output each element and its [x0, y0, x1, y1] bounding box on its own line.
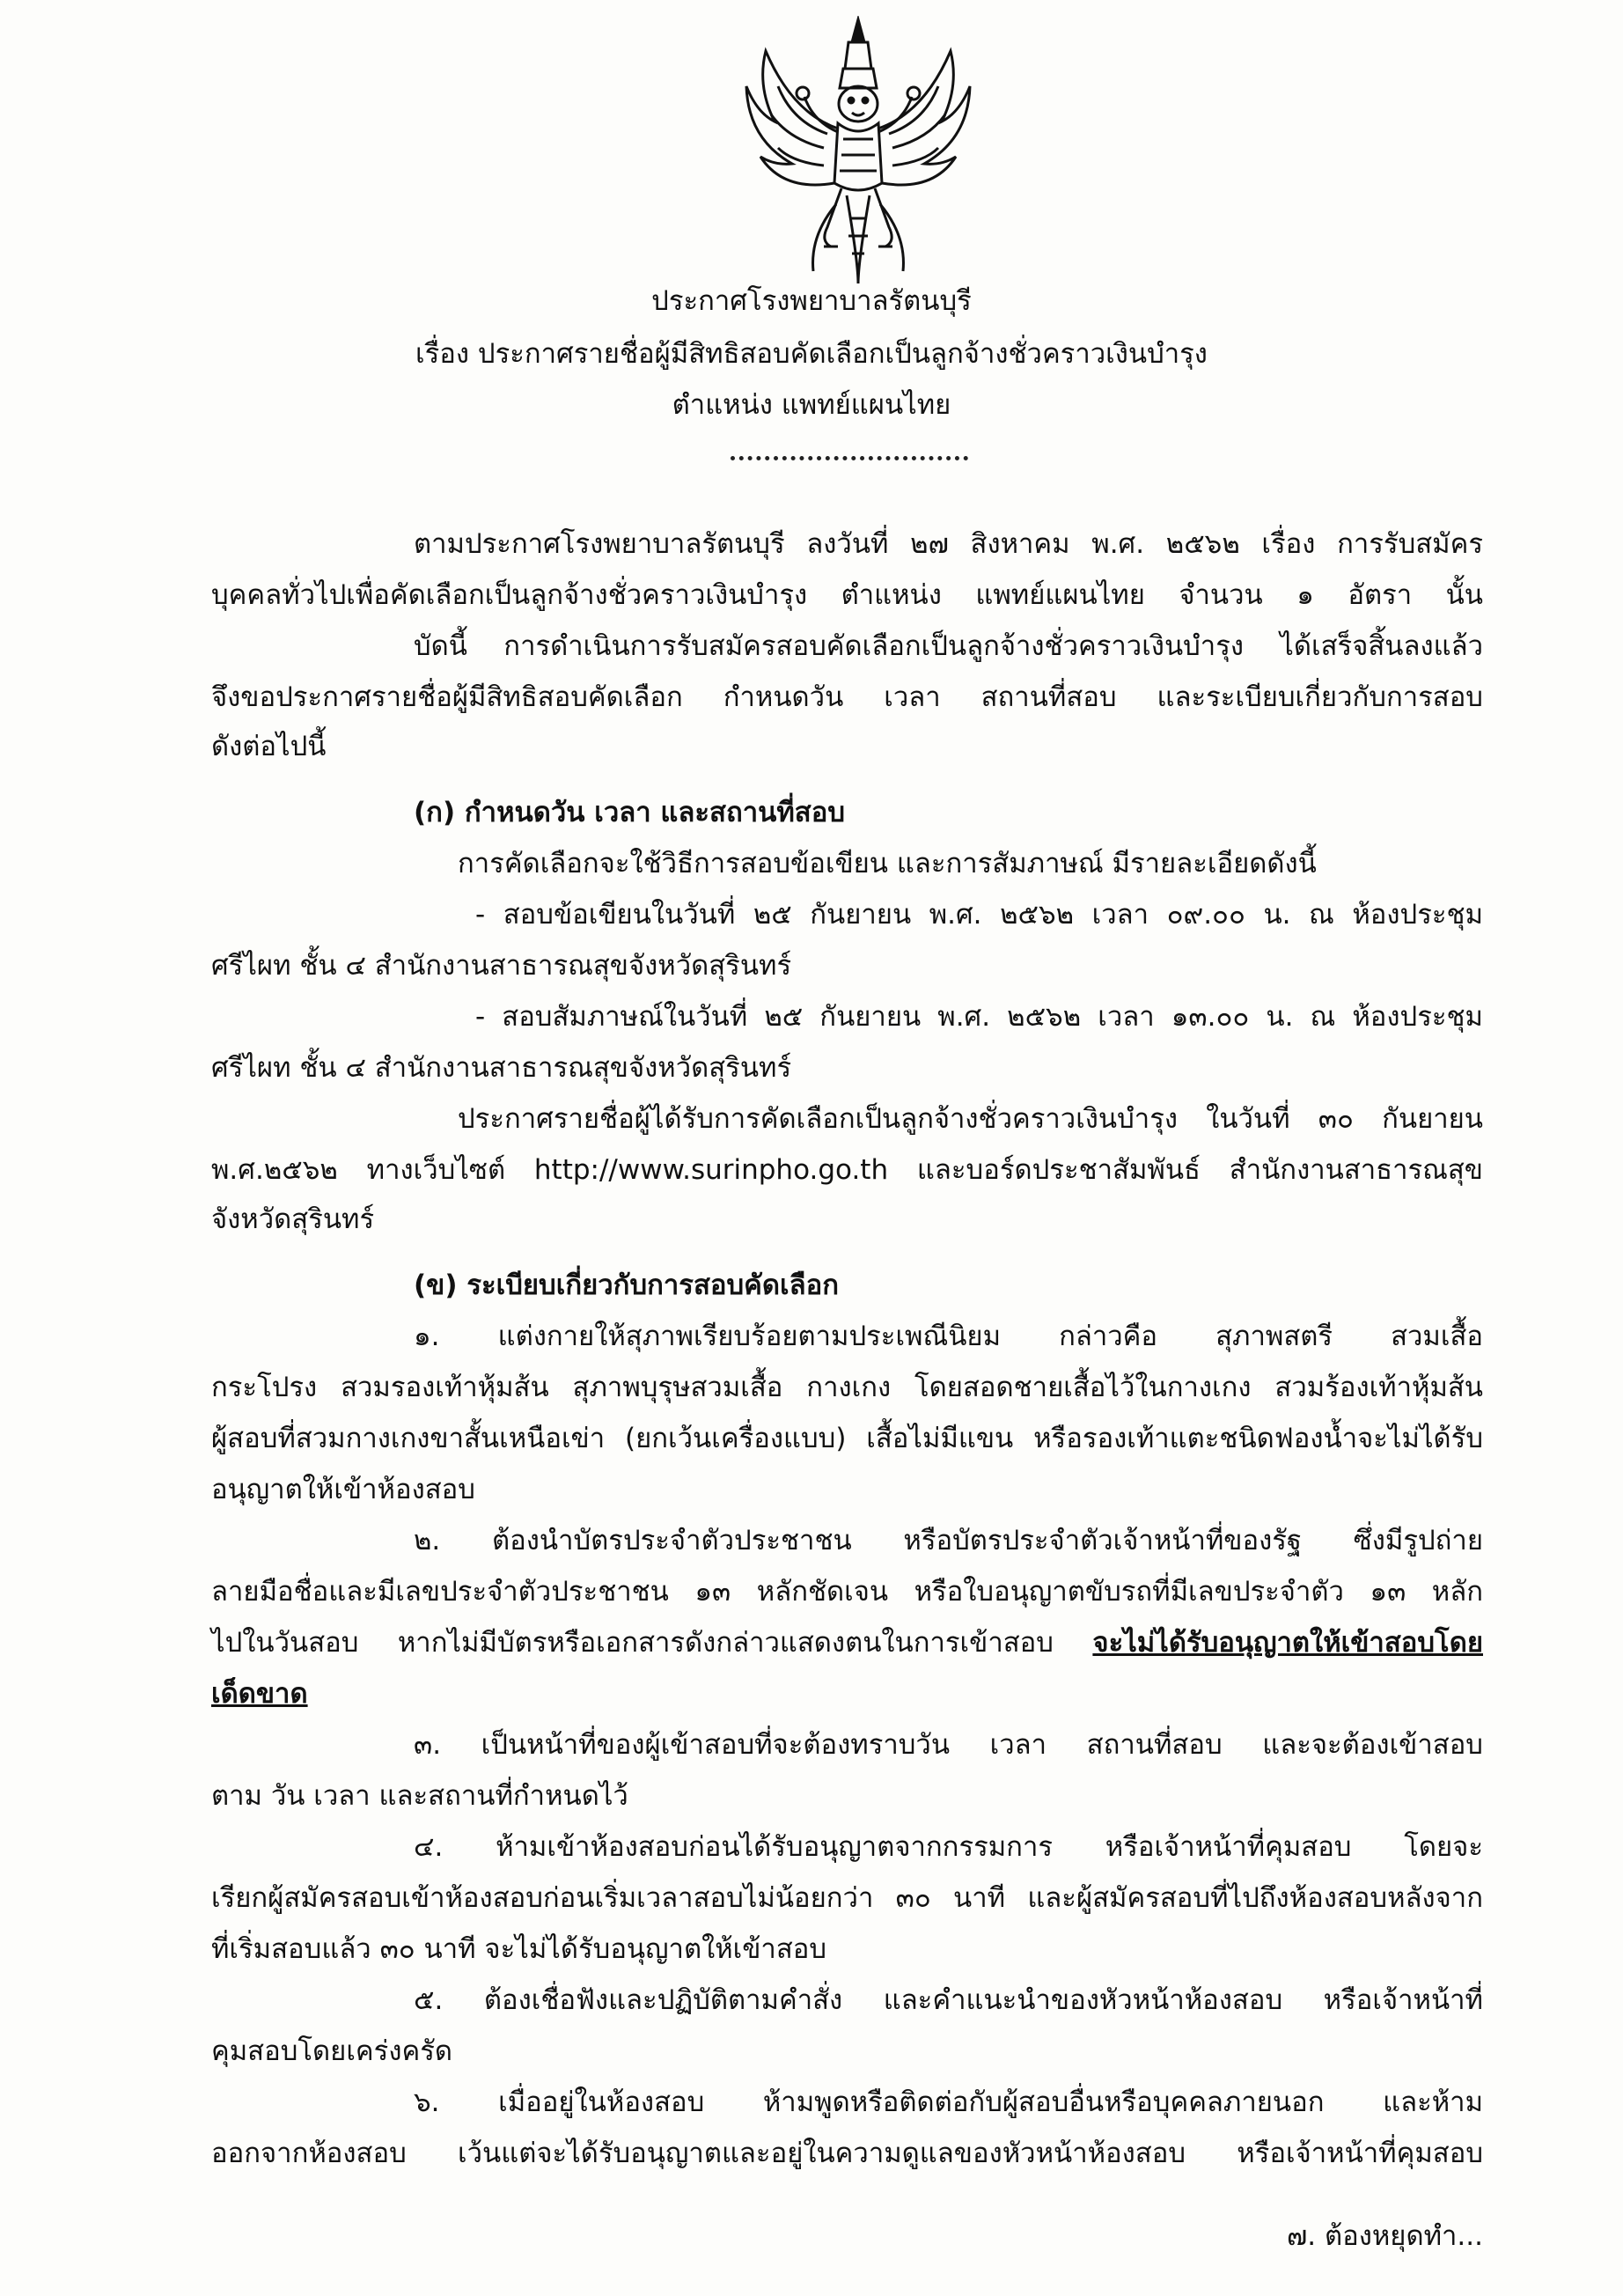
section-a-line: การคัดเลือกจะใช้วิธีการสอบข้อเขียน และการสัมภาษณ์ มีรายละเอียดดังนี้ — [458, 848, 1317, 879]
dotted-divider — [731, 451, 968, 460]
intro-line: ตามประกาศโรงพยาบาลรัตนบุรี ลงวันที่ ๒๗ สิงหาคม พ.ศ. ๒๕๖๒ เรื่อง การรับสมัคร — [414, 528, 1483, 560]
section-a-line: ศรีไผท ชั้น ๔ สำนักงานสาธารณสุขจังหวัดสุรินทร์ — [211, 1052, 792, 1084]
rule-1-line: อนุญาตให้เข้าห้องสอบ — [211, 1474, 475, 1505]
garuda-emblem-icon — [739, 16, 977, 291]
rule-2-text: ไปในวันสอบ หากไม่มีบัตรหรือเอกสารดังกล่าวแสดงตนในการเข้าสอบ — [211, 1627, 1093, 1659]
section-a-line: จังหวัดสุรินทร์ — [211, 1203, 375, 1235]
intro-line: ดังต่อไปนี้ — [211, 731, 327, 762]
rule-5-line: คุมสอบโดยเคร่งครัด — [211, 2035, 452, 2067]
rule-4-line: ที่เริ่มสอบแล้ว ๓๐ นาที จะไม่ได้รับอนุญาตให้เข้าสอบ — [211, 1933, 827, 1965]
rule-1-line: ผู้สอบที่สวมกางเกงขาสั้นเหนือเข่า (ยกเว้นเครื่องแบบ) เสื้อไม่มีแขน หรือรองเท้าแตะชนิดฟองน้ำจะไม่ได้รับ — [211, 1423, 1483, 1454]
rule-2-emphasis: จะไม่ได้รับอนุญาตให้เข้าสอบโดย — [1092, 1627, 1483, 1659]
section-a-line: ประกาศรายชื่อผู้ได้รับการคัดเลือกเป็นลูกจ้างชั่วคราวเงินบำรุง ในวันที่ ๓๐ กันยายน — [458, 1103, 1483, 1135]
rule-1-line: ๑. แต่งกายให้สุภาพเรียบร้อยตามประเพณีนิยม กล่าวคือ สุภาพสตรี สวมเสื้อ — [414, 1321, 1483, 1352]
rule-3-line: ๓. เป็นหน้าที่ของผู้เข้าสอบที่จะต้องทราบวัน เวลา สถานที่สอบ และจะต้องเข้าสอบ — [414, 1729, 1483, 1761]
rule-6-line: ออกจากห้องสอบ เว้นแต่จะได้รับอนุญาตและอยู่ในความดูแลของหัวหน้าห้องสอบ หรือเจ้าหน้าที่คุมสอบ — [211, 2138, 1483, 2169]
rule-2-line — [211, 1625, 1483, 1660]
rule-5-line: ๕. ต้องเชื่อฟังและปฏิบัติตามคำสั่ง และคำแนะนำของหัวหน้าห้องสอบ หรือเจ้าหน้าที่ — [414, 1984, 1483, 2016]
section-a-line: พ.ศ.๒๕๖๒ ทางเว็บไซต์ http://www.surinpho.go.th และบอร์ดประชาสัมพันธ์ สำนักงานสาธารณสุข — [211, 1154, 1483, 1186]
rule-2-line: ลายมือชื่อและมีเลขประจำตัวประชาชน ๑๓ หลักชัดเจน หรือใบอนุญาตขับรถที่มีเลขประจำตัว ๑๓ หลัก — [211, 1576, 1483, 1608]
document-position: ตำแหน่ง แพทย์แผนไทย — [672, 389, 951, 421]
rule-2-line: ๒. ต้องนำบัตรประจำตัวประชาชน หรือบัตรประจำตัวเจ้าหน้าที่ของรัฐ ซึ่งมีรูปถ่าย — [414, 1525, 1483, 1556]
intro-line: จึงขอประกาศรายชื่อผู้มีสิทธิสอบคัดเลือก กำหนดวัน เวลา สถานที่สอบ และระเบียบเกี่ยวกับการสอบ — [211, 681, 1483, 713]
rule-2-emphasis-end: เด็ดขาด — [211, 1678, 308, 1710]
section-a-line: ศรีไผท ชั้น ๔ สำนักงานสาธารณสุขจังหวัดสุรินทร์ — [211, 950, 792, 982]
section-a-line: - สอบข้อเขียนในวันที่ ๒๕ กันยายน พ.ศ. ๒๕๖๒ เวลา ๐๙.๐๐ น. ณ ห้องประชุม — [475, 899, 1483, 931]
section-a-heading: (ก) กำหนดวัน เวลา และสถานที่สอบ — [414, 797, 845, 828]
rule-2-line — [211, 1676, 1483, 1711]
section-b-heading: (ข) ระเบียบเกี่ยวกับการสอบคัดเลือก — [414, 1269, 840, 1301]
page-continuation: ๗. ต้องหยุดทำ... — [1286, 2220, 1483, 2252]
rule-4-line: เรียกผู้สมัครสอบเข้าห้องสอบก่อนเริ่มเวลาสอบไม่น้อยกว่า ๓๐ นาที และผู้สมัครสอบที่ไปถึงห้องสอบหลังจาก — [211, 1882, 1483, 1914]
section-a-line: - สอบสัมภาษณ์ในวันที่ ๒๕ กันยายน พ.ศ. ๒๕๖๒ เวลา ๑๓.๐๐ น. ณ ห้องประชุม — [475, 1001, 1483, 1033]
intro-line: บัดนี้ การดำเนินการรับสมัครสอบคัดเลือกเป็นลูกจ้างชั่วคราวเงินบำรุง ได้เสร็จสิ้นลงแล้ว — [414, 630, 1483, 662]
rule-6-line: ๖. เมื่ออยู่ในห้องสอบ ห้ามพูดหรือติดต่อกับผู้สอบอื่นหรือบุคคลภายนอก และห้าม — [414, 2086, 1483, 2118]
rule-1-line: กระโปรง สวมรองเท้าหุ้มส้น สุภาพบุรุษสวมเสื้อ กางเกง โดยสอดชายเสื้อไว้ในกางเกง สวมร้องเท้าหุ้มส้น — [211, 1372, 1483, 1403]
intro-line: บุคคลทั่วไปเพื่อคัดเลือกเป็นลูกจ้างชั่วคราวเงินบำรุง ตำแหน่ง แพทย์แผนไทย จำนวน ๑ อัตรา นั้น — [211, 579, 1483, 611]
rule-4-line: ๔. ห้ามเข้าห้องสอบก่อนได้รับอนุญาตจากกรรมการ หรือเจ้าหน้าที่คุมสอบ โดยจะ — [414, 1831, 1483, 1863]
document-title: ประกาศโรงพยาบาลรัตนบุรี — [651, 285, 972, 317]
rule-3-line: ตาม วัน เวลา และสถานที่กำหนดไว้ — [211, 1780, 628, 1812]
document-subject: เรื่อง ประกาศรายชื่อผู้มีสิทธิสอบคัดเลือกเป็นลูกจ้างชั่วคราวเงินบำรุง — [415, 338, 1208, 370]
